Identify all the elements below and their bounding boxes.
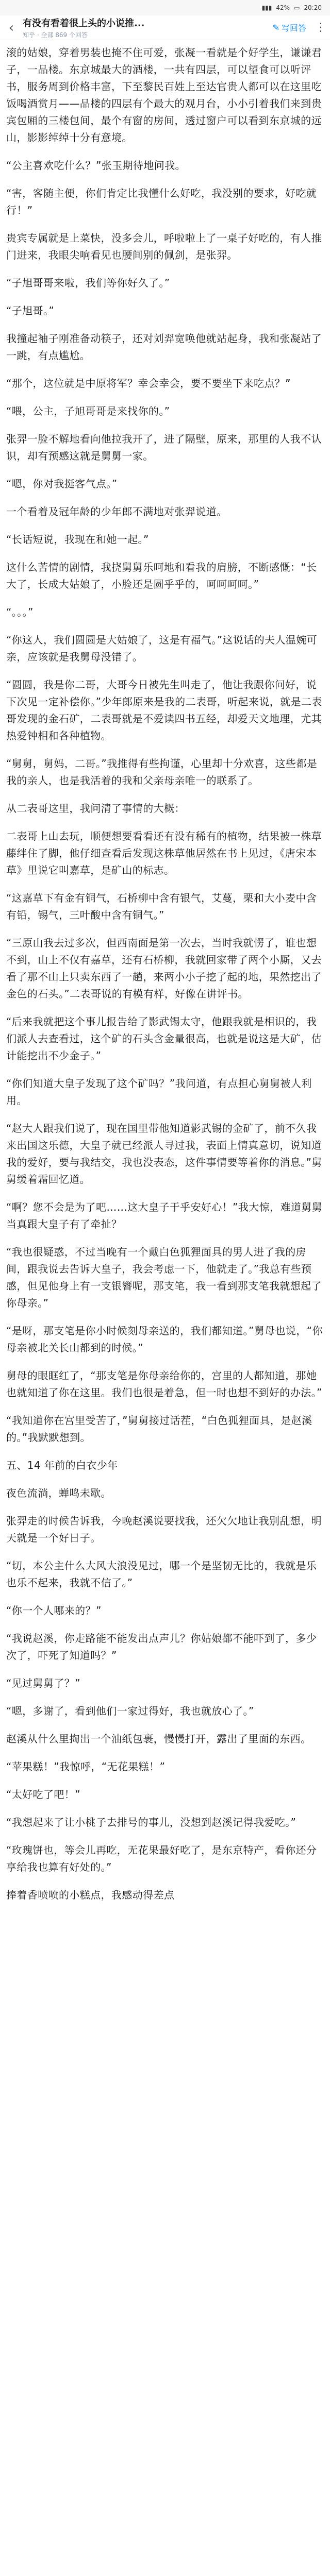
section-heading: 五、14 年前的白衣少年 [6,1459,118,1471]
paragraph: 捧着香喷喷的小糕点，我感动得差点 [6,1889,175,1901]
paragraph: 我撞起袖子刚准备动筷子，还对刘羿宽唤他就站起身，我和张凝站了一跳，有点尴尬。 [6,332,322,362]
paragraph: “见过舅舅了？” [6,1677,80,1689]
paragraph: 一个看着及冠年龄的少年郎不满地对张羿说道。 [6,505,227,518]
paragraph: “玫瑰饼也，等会儿再吃，无花果最好吃了，是东京特产，看你还分享给我也算有好处的。” [6,1844,317,1873]
clock: 20:20 [304,4,322,11]
write-answer-label: 写回答 [281,23,306,33]
battery-level: 42% [276,4,290,11]
paragraph: 舅母的眼眶红了，“那支笔是你母亲给你的，宫里的人都知道，那她也就知道了你在这里。我们也很是着急，但一时也想不到好的办法。” [6,1369,322,1399]
paragraph: “嗯，多谢了，看到他们一家过得好，我也就放心了。” [6,1705,254,1717]
paragraph: “是呀，那支笔是你小时候刻母亲送的，我们都知道。”舅母也说，“你母亲被北关长山都到的时候。” [6,1325,323,1354]
paragraph: 赵溪从什么里掏出一个油纸包裹，慢慢打开，露出了里面的东西。 [6,1733,311,1745]
paragraph: “三原山我去过多次，但西南面是第一次去，当时我就愣了，谁也想不到，山上不仅有嘉草，还有石桥柳，我就回家带了两个小厮，又去看了那不山上只卖东西了一趟，来两小小子挖了起的地，果然挖出了金色的石头。”二表哥说的有模有样，好像在讲评书。 [6,937,322,1000]
paragraph: “我也很疑惑，不过当晚有一个戴白色狐狸面具的男人进了我的房间，跟我说去告诉大皇子，我会考虑一下，他就走了。”我总有些预感，但见他身上有一支银簪呢，那支笔，我一看到那支笔我就想起了你母亲。” [6,1246,322,1309]
paragraph: 张羿一脸不解地看向他拉我开了，进了隔壁，原来，那里的人我不认识，却有预感这就是舅舅一家。 [6,433,322,462]
question-meta: 知乎 · 全部 869 个回答 [23,31,88,39]
paragraph: “我想起来了让小桃子去排号的事儿，没想到赵溪记得我爱吃。” [6,1816,296,1828]
paragraph: “这嘉草下有金有铜气，石桥柳中含有银气，艾蔓，栗和大小麦中含有铅，锡气，三叶酸中含有铜气。” [6,892,317,921]
question-title-block[interactable] [23,16,273,39]
paragraph: “那个，这位就是中原将军？幸会幸会，要不要坐下来吃点？” [6,377,291,389]
answer-content [6,44,324,2576]
paragraph: “害，客随主便，你们肯定比我懂什么好吃，我没别的要求，好吃就行！” [6,187,317,216]
paragraph: “啊？您不会是为了吧……这大皇子于乎安好心！”我大惊，难道舅舅当真跟大皇子有了牵扯？ [6,1201,323,1230]
paragraph: “太好吃了吧！” [6,1788,80,1801]
paragraph: “子旭哥哥来啦，我们等你好久了。” [6,277,170,289]
app-header [0,15,330,40]
paragraph: “喂，公主，子旭哥哥是来找你的。” [6,405,170,417]
paragraph: 贵宾专属就是上菜快，没多会儿，呼啦啦上了一桌子好吃的，有人推门进来，我眼尖响看见也腰间别的佩剑，是张羿。 [6,232,322,261]
back-arrow-icon: ‹ [8,20,14,36]
write-answer-button[interactable] [273,22,306,33]
paragraph: 这什么苦情的剧情，我挠舅舅乐呵地和看我的肩膀，不断感慨：“长大了，长成大姑娘了，小脸还是圆乎乎的，呵呵呵呵。” [6,561,317,590]
paragraph: “后来我就把这个事儿报告给了影武锡太守，他跟我就是相识的，我们派人去查看过，这个矿的石头含金量很高，也就是说这是大矿，估计能挖出不少金子。” [6,1015,322,1062]
paragraph: “你这人，我们圆圆是大姑娘了，这是有福气。”这说话的夫人温婉可亲，应该就是我舅母没错了。 [6,634,318,663]
pen-icon: ✎ [272,23,279,32]
paragraph: “公主喜欢吃什么？”张玉期待地问我。 [6,159,186,172]
battery-icon: ▭ [294,4,300,11]
paragraph: “我知道你在宫里受苦了，”舅舅接过话茬，“白色狐狸面具，是赵溪的。”我默默想到。 [6,1414,312,1444]
question-title: 有没有看着很上头的小说推... [23,18,145,29]
paragraph: “你一个人哪来的？” [6,1604,102,1617]
paragraph: “苹果糕！”我惊呼，“无花果糕！” [6,1760,166,1773]
status-bar [0,0,330,15]
paragraph: 从二表哥这里，我问清了事情的大概： [6,802,185,815]
paragraph: 二表哥上山去玩，顺便想要看看还有没有稀有的植物，结果被一株草藤绊住了脚，他仔细查看后发现这株草他居然在书上见过，《唐宋本草》里说它叫嘉草，是矿山的标志。 [6,830,322,876]
paragraph: “切，本公主什么大风大浪没见过，哪一个是坚韧无比的，我就是乐也乐不起来，我就不信了。” [6,1560,317,1589]
paragraph: “长话短说，我现在和她一起。” [6,533,149,546]
signal-icon: ▮▮▮ [261,4,272,11]
paragraph: “赵大人跟我们说了，现在国里带他知道影武锡的金矿了，前不久我来出国这乐德，大皇子就已经派人寻过我，表面上情真意切，说知道我的爱好，要与我结交，我也没表态，这件事情要等着你的消息。”舅舅缓着霜回忆道。 [6,1122,322,1185]
paragraph: 张羿走的时候告诉我，今晚赵溪说要找我，还欠欠地让我别乱想，明天就是一个好日子。 [6,1515,322,1544]
paragraph: “子旭哥。” [6,304,55,317]
paragraph: “你们知道大皇子发现了这个矿吗？”我问道，有点担心舅舅被人利用。 [6,1077,312,1107]
paragraph: “嗯，你对我挺客气点。” [6,478,118,490]
paragraph: 夜色流淌，蝉鸣未歇。 [6,1487,111,1499]
paragraph: “圆圆，我是你二哥，大哥今日被先生叫走了，他让我跟你问好，说下次见一定补偿你。”少年郎原来是我的二表哥，听起来说，就是二表哥发现的金石矿，二表哥就是不爱读四书五经，却爱天文地理，尤其热爱钟相和各种植物。 [6,679,322,742]
paragraph: “。。。” [6,606,34,618]
paragraph: 滚的姑娘，穿着男装也掩不住可爱，张凝一看就是个好学生，谦谦君子，一品楼。东京城最大的酒楼，一共有四层，可以望食可以听评书，服务周到价格丰富，下至黎民百姓上至达官贵人都可以在这里吃饭喝酒赏月——品楼的四层有个最大的观月台，小小引着我们来到贵宾包厢的三楼包间，最个有窗的房间，透过窗户可以看到东京城的远山，影影绰绰十分有意境。 [6,46,322,144]
back-button[interactable] [0,15,23,40]
paragraph: “我说赵溪，你走路能不能发出点声儿？你姑娘都不能吓到了，多少次了，吓死了知道吗？” [6,1632,317,1662]
more-button[interactable] [311,21,330,34]
paragraph: “舅舅，舅妈，二哥。”我推得有些拘谨，心里却十分欢喜，这些都是我的亲人，也是我活着的我和父亲母亲唯一的联系了。 [6,757,318,787]
more-icon: ⋮ [315,21,326,34]
